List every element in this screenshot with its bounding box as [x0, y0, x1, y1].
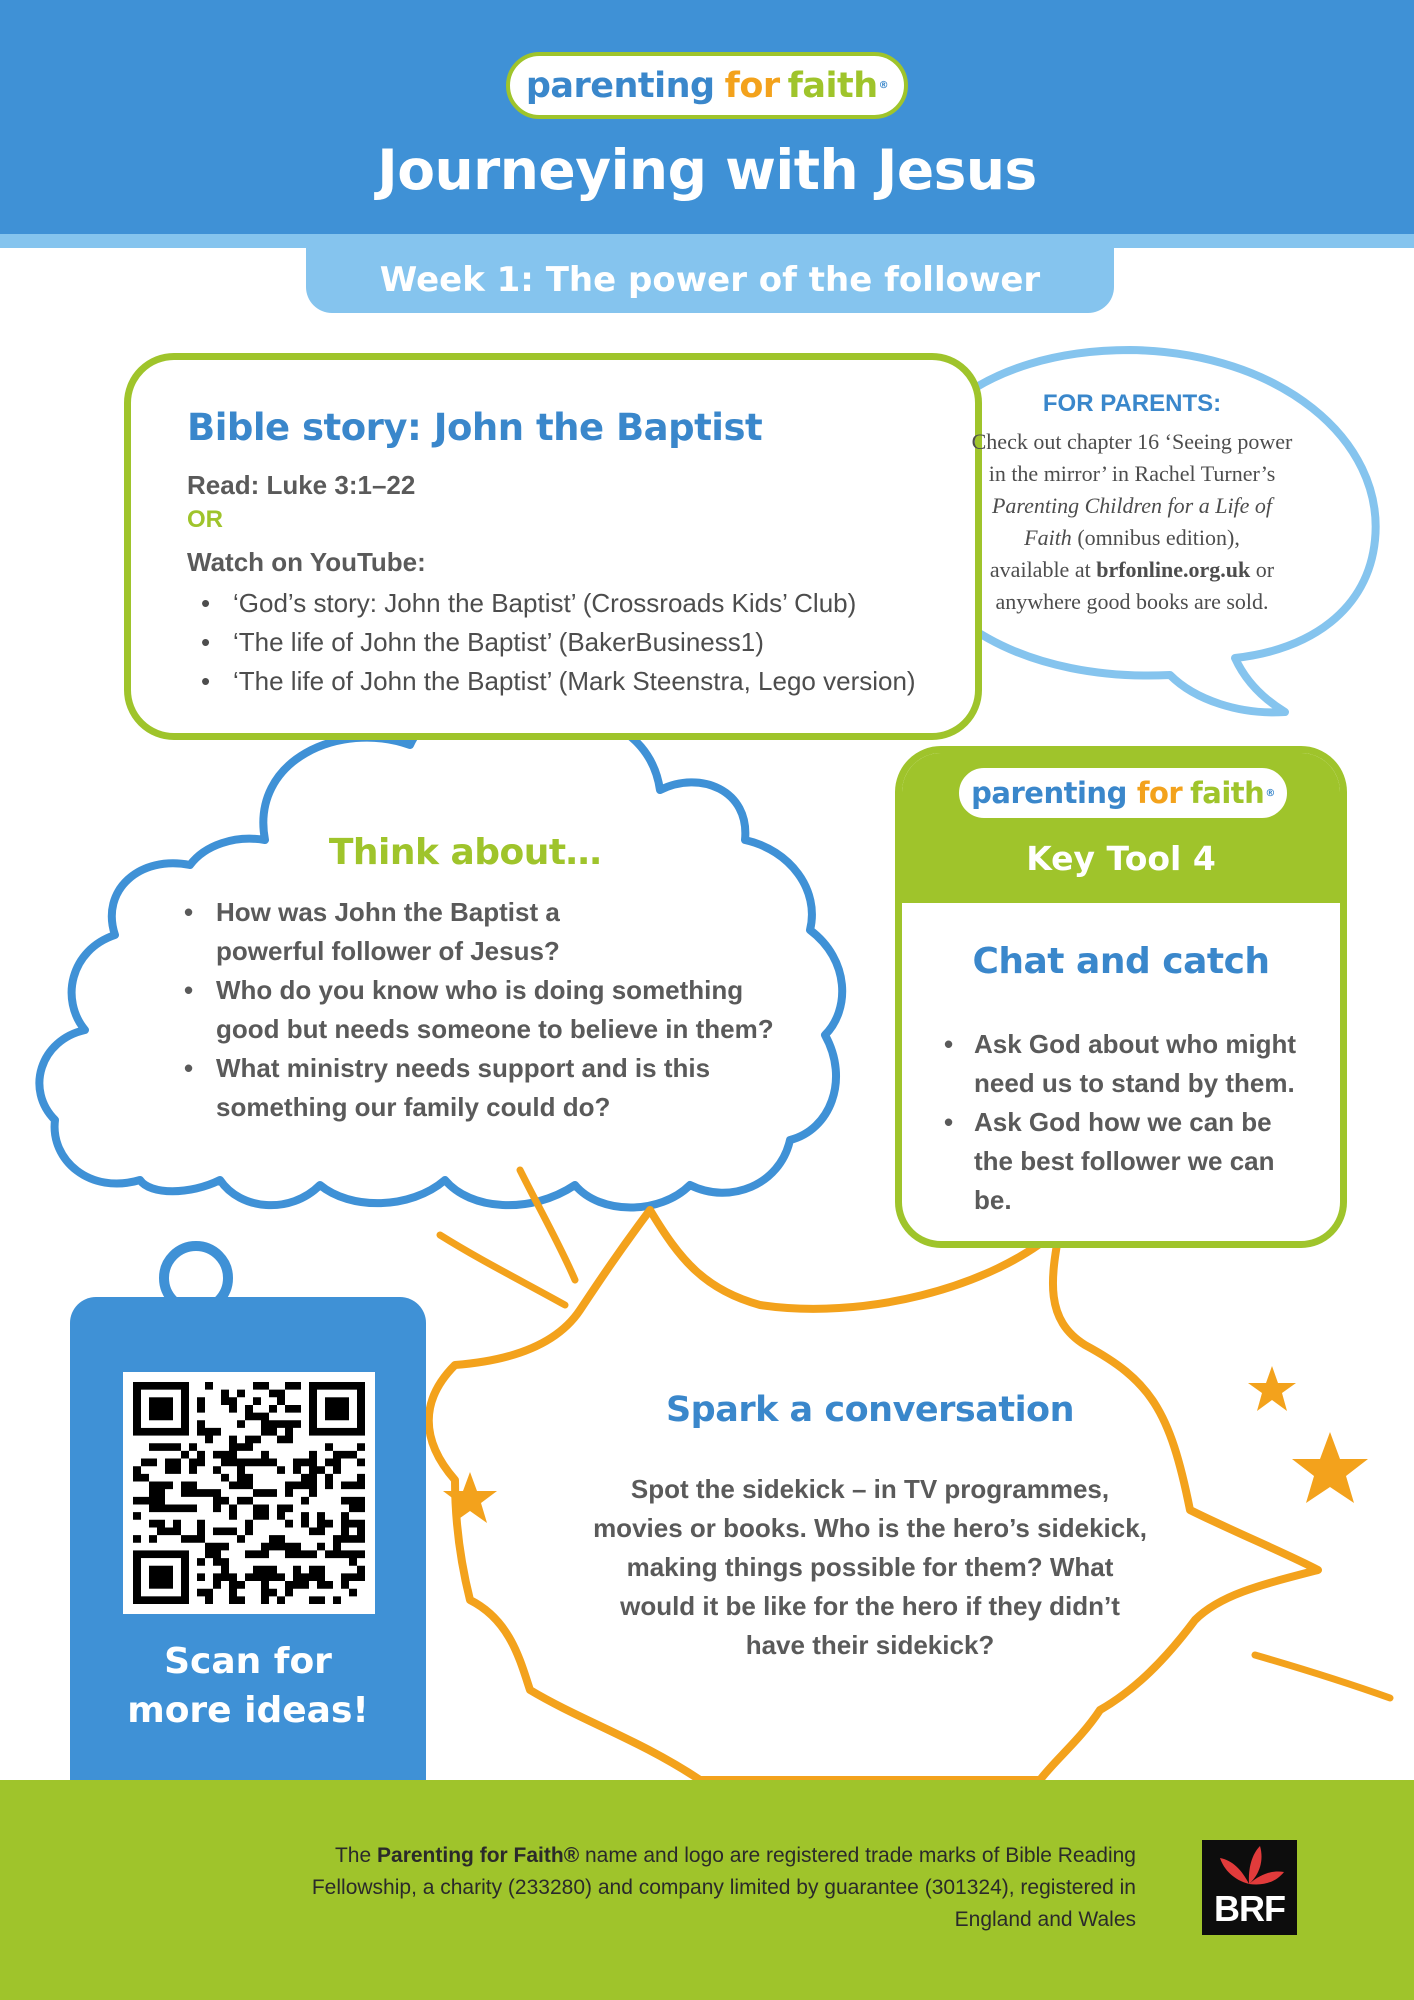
footer: [0, 1780, 1414, 2000]
parents-heading: FOR PARENTS:: [1042, 390, 1222, 417]
spark-flare: [1255, 1655, 1390, 1698]
spark-title: Spark a conversation: [665, 1390, 1075, 1430]
parenting-for-faith-logo: parenting for faith ®: [956, 765, 1290, 821]
list-item: • Ask God about who might need us to stand by them.: [940, 1025, 1314, 1103]
key-tool-title: Key Tool 4: [1026, 839, 1216, 878]
parenting-for-faith-logo: parenting for faith ®: [506, 52, 908, 119]
bible-story-title: Bible story: John the Baptist: [187, 406, 763, 449]
video-list: [187, 584, 916, 701]
list-item: • How was John the Baptist a powerful follower of Jesus?: [178, 893, 776, 971]
spark-flare: [440, 1235, 565, 1305]
leaf-icon: [1202, 1840, 1297, 1888]
footer-legal-text: The Parenting for Faith® name and logo are registered trade marks of Bible Reading Fellowship, a charity (233280) and company limited by guarantee (301324), registered in England and Wales: [311, 1844, 1136, 1931]
think-title: Think about…: [328, 832, 602, 873]
scan-prompt: Scan for more ideas!: [127, 1641, 369, 1731]
list-item: • Who do you know who is doing something good but needs someone to believe in them?: [178, 971, 776, 1049]
brfonline-link[interactable]: brfonline.org.uk: [1096, 557, 1251, 582]
qr-code-icon: [133, 1382, 365, 1604]
think-list: [178, 893, 776, 1127]
bible-or: OR: [187, 506, 223, 533]
bible-story-box: [124, 353, 982, 740]
page-title: Journeying with Jesus: [377, 138, 1037, 202]
list-item: • ‘God’s story: John the Baptist’ (Crossroads Kids’ Club): [187, 584, 916, 623]
star-icon: [1248, 1366, 1296, 1411]
bible-reading: Read: Luke 3:1–22: [187, 470, 416, 500]
key-tool-list: [940, 1025, 1314, 1220]
list-item: • What ministry needs support and is this something our family could do?: [178, 1049, 776, 1127]
bible-watch-label: Watch on YouTube:: [187, 547, 426, 577]
list-item: • Ask God how we can be the best follower we can be.: [940, 1103, 1314, 1220]
list-item: • ‘The life of John the Baptist’ (BakerBusiness1): [187, 623, 916, 662]
list-item: • ‘The life of John the Baptist’ (Mark Steenstra, Lego version): [187, 662, 916, 701]
key-tool-header: [902, 753, 1340, 903]
brf-logo: BRF: [1202, 1840, 1297, 1935]
parents-body: Check out chapter 16 ‘Seeing power in the mirror’ in Rachel Turner’s Parenting Children for a Life of Faith (omnibus edition), available at brfonline.org.uk or anywhere good books are sold.: [971, 429, 1293, 614]
qr-tag: [70, 1297, 426, 1780]
spark-body: Spot the sidekick – in TV programmes, movies or books. Who is the hero’s sidekick, making things possible for them? What would it be like for the hero if they didn’t have their sidekick?: [593, 1474, 1147, 1660]
week-title: Week 1: The power of the follower: [306, 246, 1114, 313]
key-tool-box: [895, 746, 1347, 1248]
qr-code[interactable]: [123, 1372, 375, 1614]
key-tool-subtitle: Chat and catch: [972, 941, 1270, 982]
star-icon: [1292, 1432, 1368, 1503]
